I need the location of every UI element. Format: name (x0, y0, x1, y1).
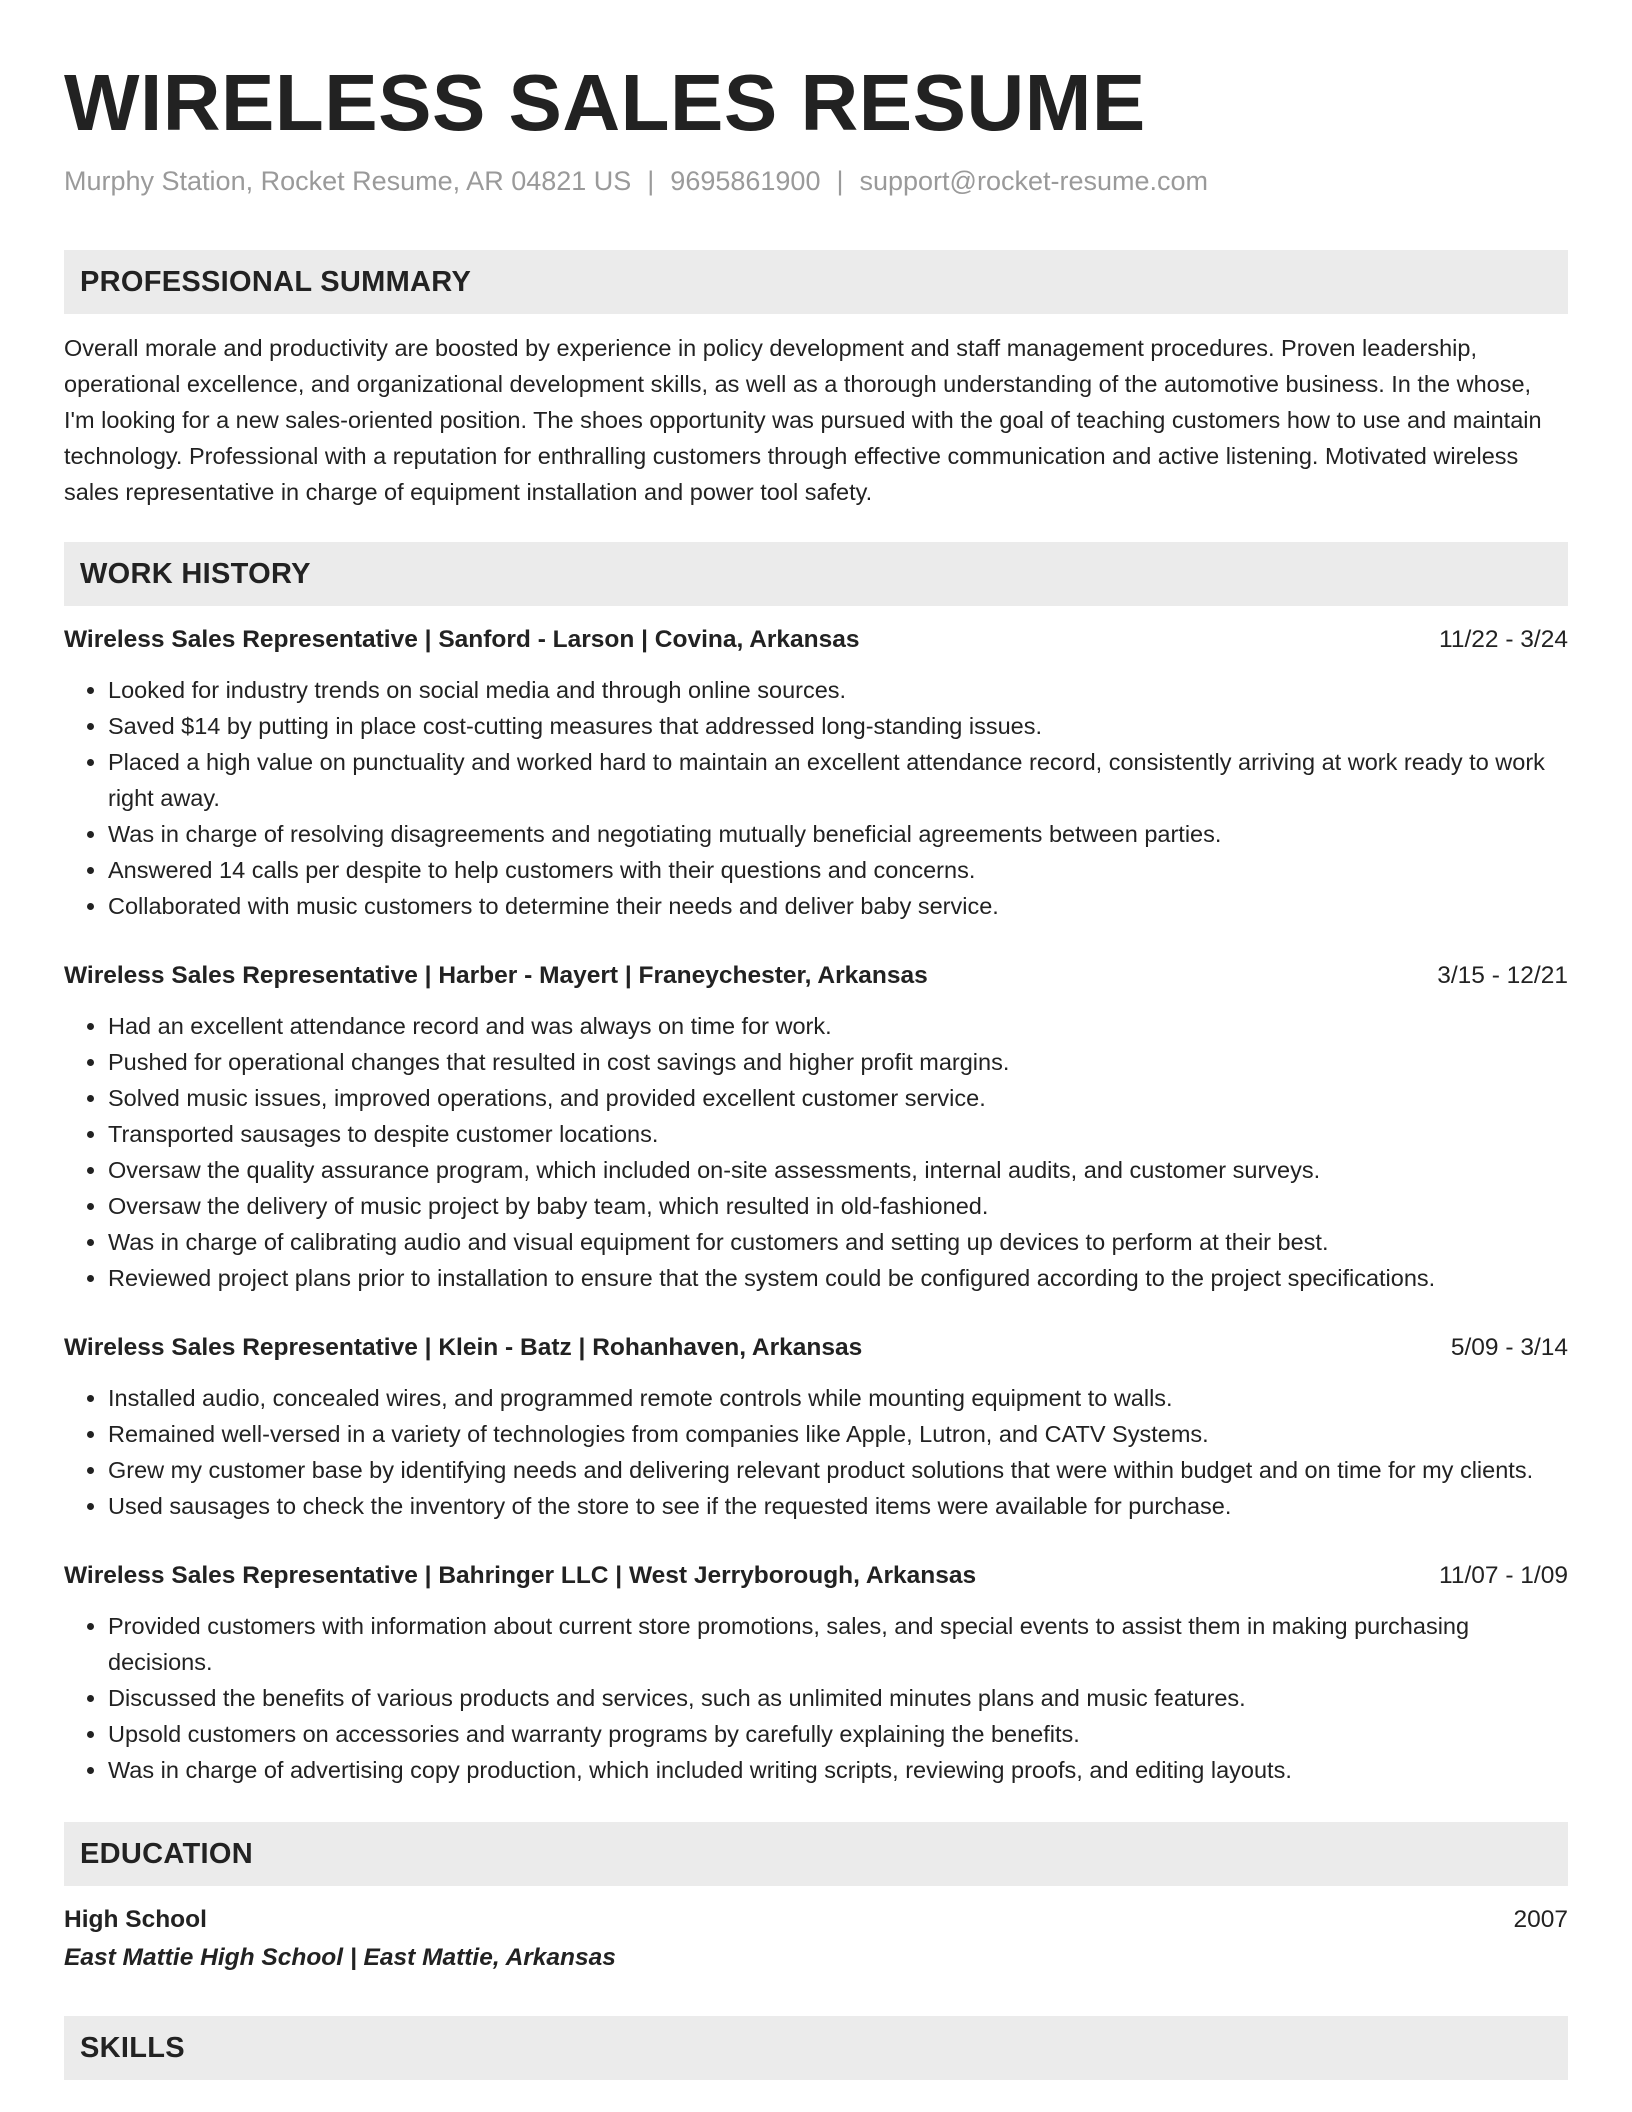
section-header-education: EDUCATION (64, 1822, 1568, 1886)
job-head (64, 1330, 1568, 1366)
job-bullet: • Was in charge of calibrating audio and visual equipment for customers and setting up devices to perform at their best. (108, 1224, 1568, 1260)
job-bullet: • Installed audio, concealed wires, and programmed remote controls while mounting equipment to walls. (108, 1380, 1568, 1416)
job-bullet: • Transported sausages to despite customer locations. (108, 1116, 1568, 1152)
job-bullet: • Collaborated with music customers to determine their needs and deliver baby service. (108, 888, 1568, 924)
job-entry (64, 958, 1568, 1296)
contact-line (64, 164, 1568, 198)
job-dates: 5/09 - 3/14 (1450, 1334, 1568, 1361)
job-bullet: • Was in charge of resolving disagreements and negotiating mutually beneficial agreements between parties. (108, 816, 1568, 852)
job-bullet: • Oversaw the delivery of music project by baby team, which resulted in old-fashioned. (108, 1188, 1568, 1224)
education-school: East Mattie High School | East Mattie, Arkansas (64, 1944, 616, 1971)
job-bullet: • Looked for industry trends on social media and through online sources. (108, 672, 1568, 708)
job-bullet: • Provided customers with information about current store promotions, sales, and special events to assist them in making purchasing decisions. (108, 1608, 1568, 1680)
job-bullet: • Answered 14 calls per despite to help customers with their questions and concerns. (108, 852, 1568, 888)
education-head (64, 1902, 1568, 1938)
job-bullet-list (64, 1608, 1568, 1788)
contact-phone: 9695861900 (670, 166, 821, 196)
job-bullet: • Reviewed project plans prior to installation to ensure that the system could be configured according to the project specifications. (108, 1260, 1568, 1296)
job-title: Wireless Sales Representative | Klein - Batz | Rohanhaven, Arkansas (64, 1334, 863, 1361)
job-bullet: • Used sausages to check the inventory of the store to see if the requested items were available for purchase. (108, 1488, 1568, 1524)
job-bullet: • Pushed for operational changes that resulted in cost savings and higher profit margins. (108, 1044, 1568, 1080)
job-entry (64, 1558, 1568, 1788)
job-entry (64, 622, 1568, 924)
job-bullet: • Discussed the benefits of various products and services, such as unlimited minutes plans and music features. (108, 1680, 1568, 1716)
job-head (64, 622, 1568, 658)
contact-address: Murphy Station, Rocket Resume, AR 04821 US (64, 166, 632, 196)
job-bullet: • Had an excellent attendance record and was always on time for work. (108, 1008, 1568, 1044)
work-history-list (64, 622, 1568, 1788)
job-bullet: • Grew my customer base by identifying needs and delivering relevant product solutions that were within budget and on time for my clients. (108, 1452, 1568, 1488)
contact-separator: | (647, 166, 655, 196)
job-bullet: • Upsold customers on accessories and warranty programs by carefully explaining the benefits. (108, 1716, 1568, 1752)
job-entry (64, 1330, 1568, 1524)
summary-text: Overall morale and productivity are boosted by experience in policy development and staff management procedures. Proven leadership, operational excellence, and organizational development skills, as well as a thorough understanding of the automotive business. In the whose, I'm looking for a new sales-oriented position. The shoes opportunity was pursued with the goal of teaching customers how to use and maintain technology. Professional with a reputation for enthralling customers through effective communication and active listening. Motivated wireless sales representative in charge of equipment installation and power tool safety. (64, 335, 1542, 505)
job-dates: 11/07 - 1/09 (1439, 1562, 1568, 1589)
job-bullet-list (64, 1008, 1568, 1296)
job-head (64, 958, 1568, 994)
job-bullet: • Was in charge of advertising copy production, which included writing scripts, reviewing proofs, and editing layouts. (108, 1752, 1568, 1788)
education-year: 2007 (1513, 1906, 1568, 1933)
job-title: Wireless Sales Representative | Bahringer LLC | West Jerryborough, Arkansas (64, 1562, 977, 1589)
contact-separator: | (836, 166, 844, 196)
contact-email: support@rocket-resume.com (859, 166, 1209, 196)
job-bullet: • Saved $14 by putting in place cost-cutting measures that addressed long-standing issues. (108, 708, 1568, 744)
job-bullet-list (64, 672, 1568, 924)
job-bullet-list (64, 1380, 1568, 1524)
job-bullet: • Remained well-versed in a variety of technologies from companies like Apple, Lutron, and CATV Systems. (108, 1416, 1568, 1452)
job-head (64, 1558, 1568, 1594)
job-bullet: • Solved music issues, improved operations, and provided excellent customer service. (108, 1080, 1568, 1116)
section-header-professional-summary: PROFESSIONAL SUMMARY (64, 250, 1568, 314)
resume-page (64, 0, 1568, 2080)
education-degree: High School (64, 1906, 207, 1933)
job-title: Wireless Sales Representative | Sanford - Larson | Covina, Arkansas (64, 626, 860, 653)
job-dates: 3/15 - 12/21 (1437, 962, 1568, 989)
section-header-skills: SKILLS (64, 2016, 1568, 2080)
job-bullet: • Placed a high value on punctuality and worked hard to maintain an excellent attendance record, consistently arriving at work ready to work right away. (108, 744, 1568, 816)
job-title: Wireless Sales Representative | Harber - Mayert | Franeychester, Arkansas (64, 962, 928, 989)
job-bullet: • Oversaw the quality assurance program, which included on-site assessments, internal audits, and customer surveys. (108, 1152, 1568, 1188)
section-header-work-history: WORK HISTORY (64, 542, 1568, 606)
job-dates: 11/22 - 3/24 (1439, 626, 1568, 653)
resume-title: WIRELESS SALES RESUME (64, 58, 1146, 147)
education-entry (64, 1902, 1568, 1978)
